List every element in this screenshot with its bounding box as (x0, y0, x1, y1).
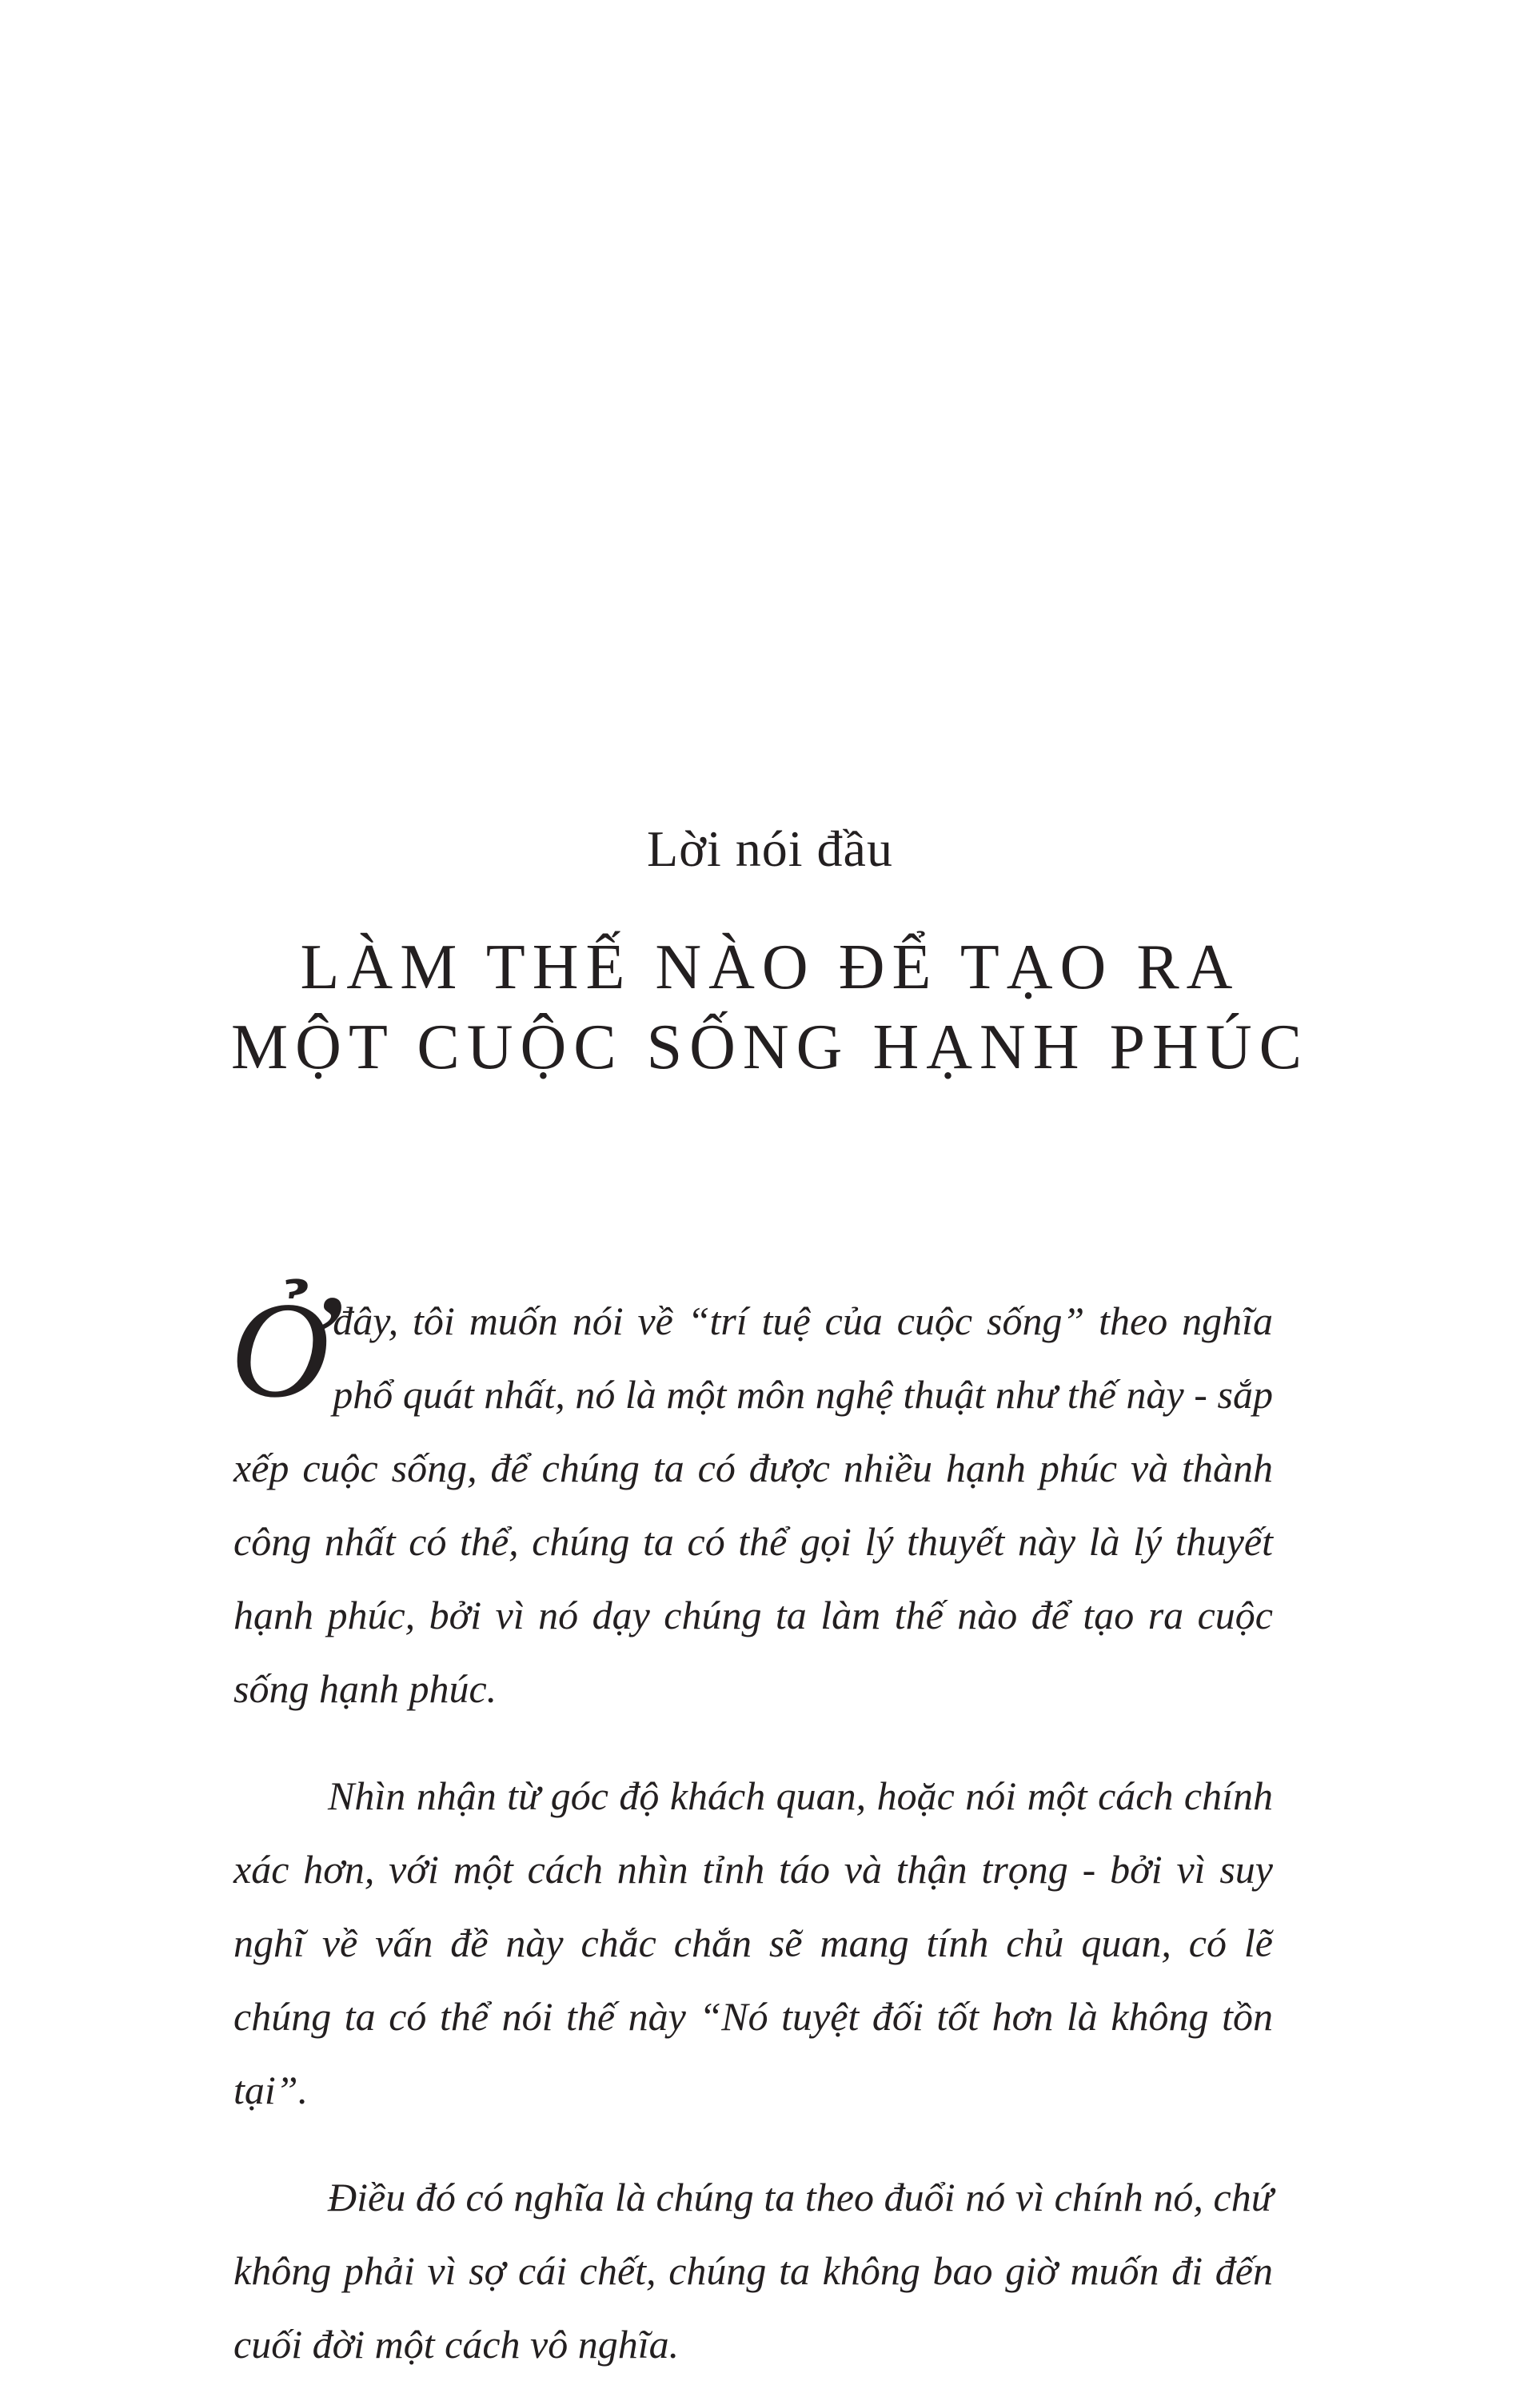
preface-label: Lời nói đầu (647, 820, 893, 877)
drop-cap: Ở (230, 1274, 330, 1426)
chapter-title (0, 927, 1540, 1087)
chapter-title-line-2: MỘT CUỘC SỐNG HẠNH PHÚC (231, 1012, 1309, 1083)
paragraph-2: Nhìn nhận từ góc độ khách quan, hoặc nói một cách chính xác hơn, với một cách nhìn tỉnh táo và thận trọng - bởi vì suy nghĩ về vấn đề này chắc chắn sẽ mang tính chủ quan, có lẽ chúng ta có thể nói thế này “Nó tuyệt đối tốt hơn là không tồn tại”. (233, 1773, 1273, 2112)
body-text (230, 1274, 1273, 2381)
chapter-title-line-1: LÀM THẾ NÀO ĐỂ TẠO RA (300, 932, 1240, 1003)
paragraph-3: Điều đó có nghĩa là chúng ta theo đuổi nó vì chính nó, chứ không phải vì sợ cái chết, chúng ta không bao giờ muốn đi đến cuối đời một cách vô nghĩa. (233, 2175, 1273, 2367)
paragraph-1-text: đây, tôi muốn nói về “trí tuệ của cuộc sống” theo nghĩa phổ quát nhất, nó là một môn nghệ thuật như thế này - sắp xếp cuộc sống, để chúng ta có được nhiều hạnh phúc và thành công nhất có thể, chúng ta có thể gọi lý thuyết này là lý thuyết hạnh phúc, bởi vì nó dạy chúng ta làm thế nào để tạo ra cuộc sống hạnh phúc. (233, 1298, 1273, 1711)
paragraph-1 (230, 1274, 1273, 1725)
